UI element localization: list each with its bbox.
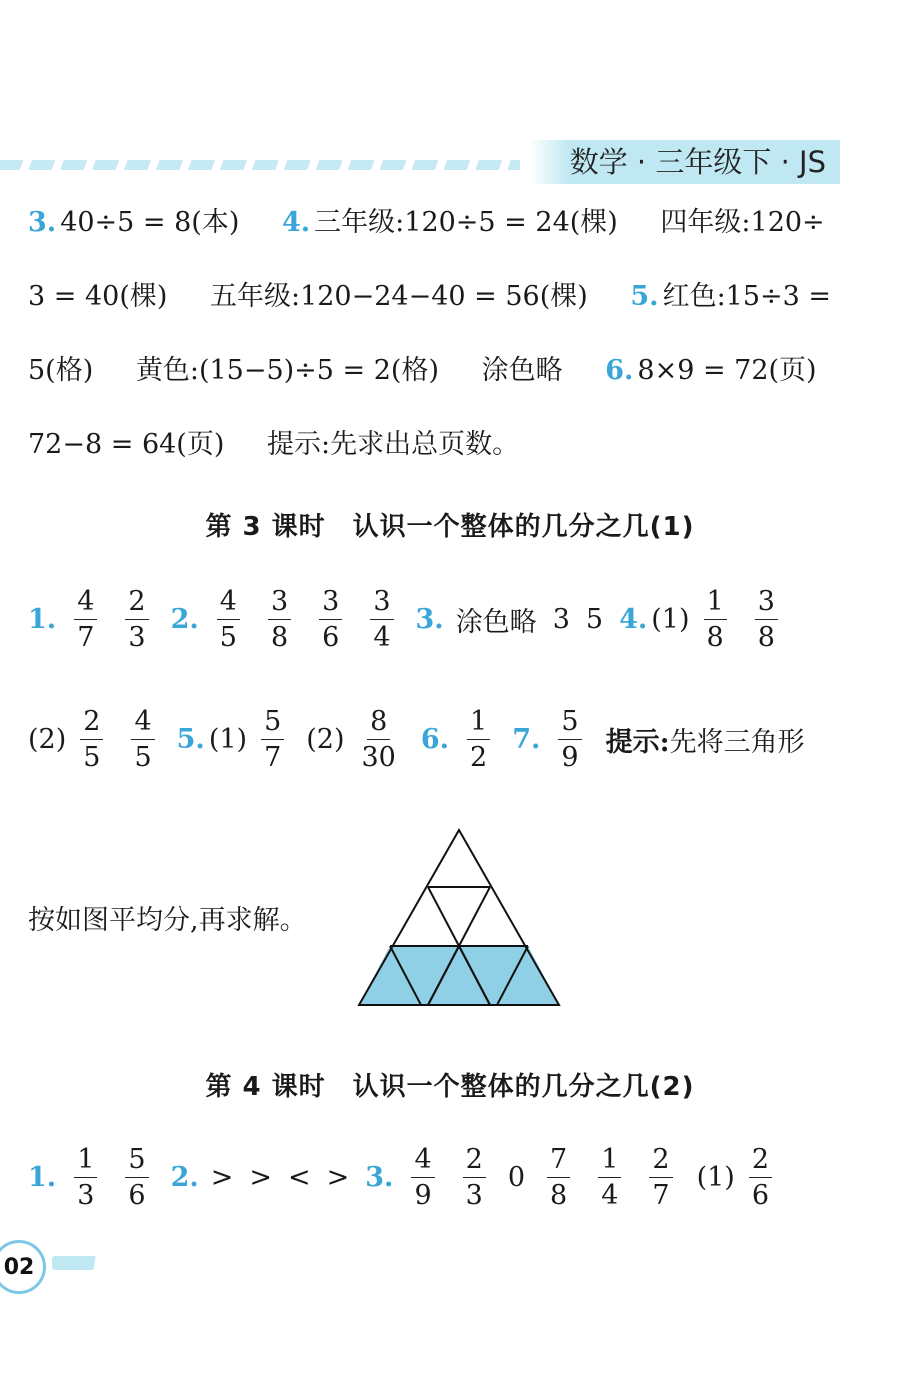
q4: 4. (1) $\frac{1}{8}$ $\frac{3}{8}$ [619,588,792,651]
answer-line-3: 5(格) 黄色:(15−5)÷5 = 2(格) 涂色略 6. 8×9 = 72(页) [28,355,817,386]
fraction: $\frac{2}{7}$ [649,1146,672,1209]
fraction: $\frac{7}{8}$ [547,1146,570,1209]
q4-part2: (2) $\frac{2}{5}$ $\frac{4}{5}$ [28,708,169,771]
fraction: $\frac{3}{8}$ [755,588,778,651]
lesson4-title: 第 4 课时 认识一个整体的几分之几(2) [205,1072,695,1102]
q1: 1. $\frac{1}{3}$ $\frac{5}{6}$ [28,1146,163,1209]
q3: 3. 涂色略 3 5 [415,604,604,638]
answer-line-2: 3 = 40(棵) 五年级:120−24−40 = 56(棵) 5. 红色:15÷3 = [28,281,832,312]
fraction: $\frac{4}{9}$ [411,1146,434,1209]
lesson3-row2 [28,708,805,771]
fraction: $\frac{1}{8}$ [704,588,727,651]
fraction: $\frac{1}{4}$ [598,1146,621,1209]
answer-line-1: 3. 40÷5 = 8(本) 4. 三年级:120÷5 = 24(棵) 四年级:120÷ [28,207,825,238]
fraction: $\frac{5}{6}$ [125,1146,148,1209]
fraction: $\frac{4}{7}$ [74,588,97,651]
footer-stripe [52,1256,112,1270]
triangle-shaded-band [359,946,559,1005]
fraction: $\frac{8}{30}$ [361,706,396,773]
fraction: $\frac{3}{4}$ [370,588,393,651]
q2: 2. > > < > [170,1162,350,1193]
fraction: $\frac{3}{6}$ [319,588,342,651]
fraction: $\frac{1}{2}$ [467,708,490,771]
fraction: $\frac{5}{9}$ [558,708,581,771]
fraction: $\frac{1}{3}$ [74,1146,97,1209]
lesson3-title: 第 3 课时 认识一个整体的几分之几(1) [205,512,695,542]
fraction: $\frac{4}{5}$ [217,588,240,651]
q5: 5. (1) $\frac{5}{7}$ (2) $\frac{8}{30}$ [177,708,413,771]
q3: 3. $\frac{4}{9}$ $\frac{2}{3}$ 0 $\frac{7}{8}$ $\frac{1}{4}$ $\frac{2}{7}$ (1) $\frac{2}{6}$ [365,1146,786,1209]
triangle-diagram [356,828,562,1008]
q6: 6. $\frac{1}{2}$ [421,708,504,771]
fraction: $\frac{2}{6}$ [749,1146,772,1209]
fraction: $\frac{2}{3}$ [125,588,148,651]
fraction: $\frac{2}{5}$ [80,708,103,771]
header-stripes [0,160,520,170]
lesson3-row1 [28,588,792,651]
q7: 7. $\frac{5}{9}$ 提示: 先将三角形 [512,706,805,773]
fraction: $\frac{4}{5}$ [131,708,154,771]
lesson4-row1 [28,1146,786,1209]
q2: 2. $\frac{4}{5}$ $\frac{3}{8}$ $\frac{3}{6}$ $\frac{3}{4}$ [171,588,408,651]
lesson3-hint-cont: 按如图平均分,再求解。 [28,905,307,936]
q1: 1. $\frac{4}{7}$ $\frac{2}{3}$ [28,588,163,651]
fraction: $\frac{3}{8}$ [268,588,291,651]
page-number: 02 [0,1240,46,1294]
book-title: 数学 · 三年级下 · JS [530,140,840,184]
fraction: $\frac{5}{7}$ [261,708,284,771]
fraction: $\frac{2}{3}$ [463,1146,486,1209]
answer-line-4: 72−8 = 64(页) 提示:先求出总页数。 [28,429,520,460]
